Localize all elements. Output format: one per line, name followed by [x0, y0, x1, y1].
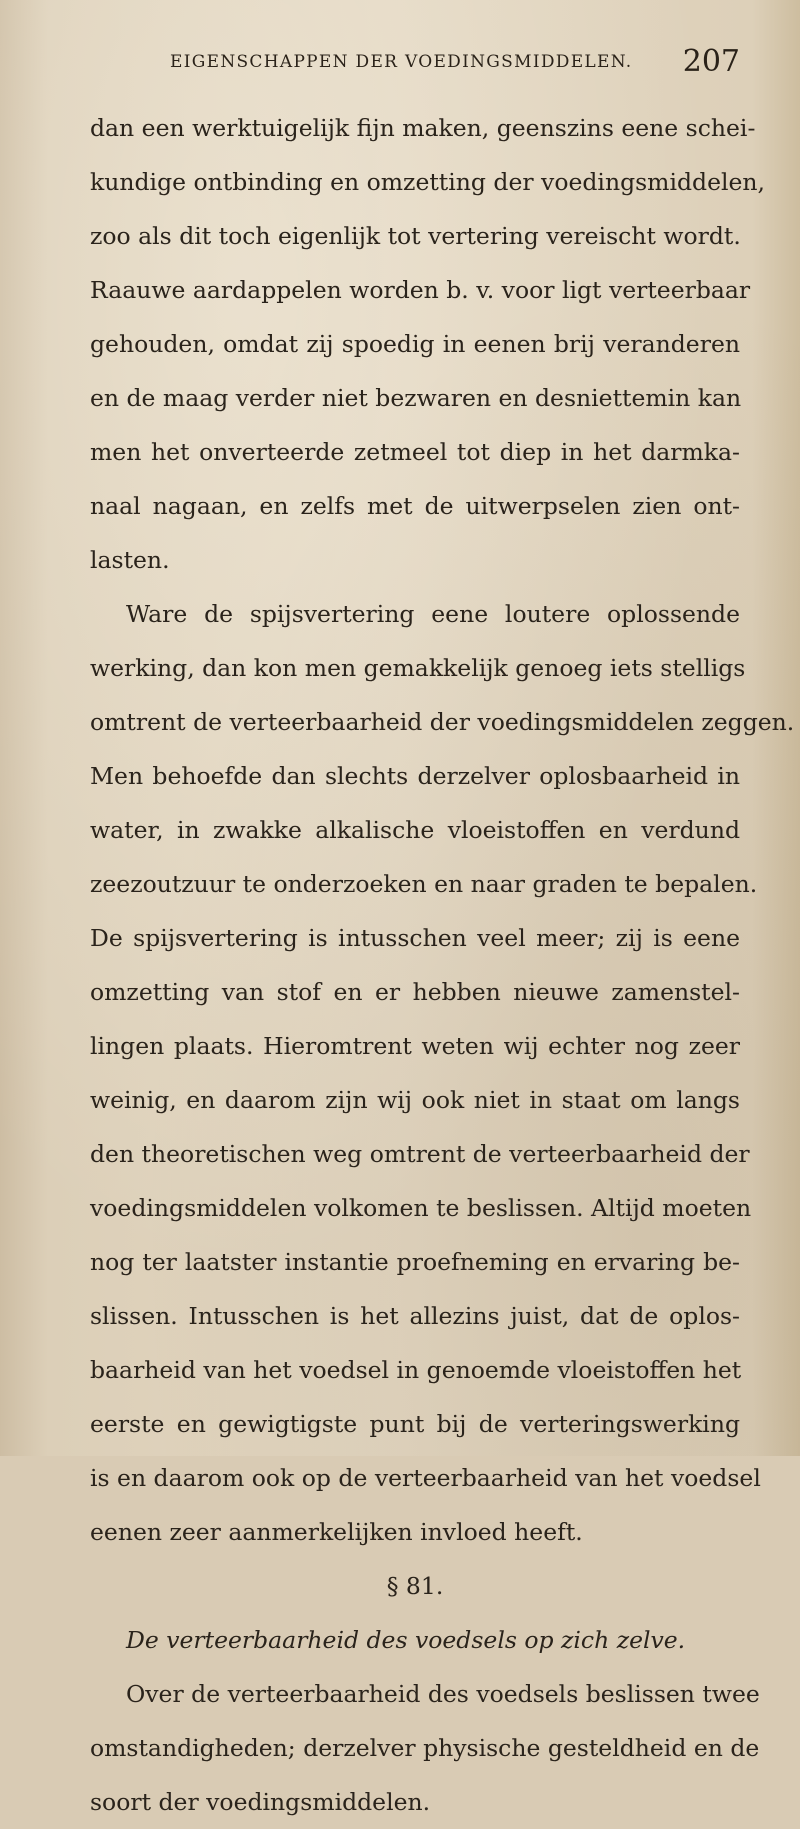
text-line: nog ter laatster instantie proefneming en ervaring be- [90, 1248, 740, 1276]
text-line: weinig, en daarom zijn wij ook niet in staat om langs [90, 1086, 740, 1114]
text-line: kundige ontbinding en omzetting der voedingsmiddelen, [90, 168, 766, 196]
text-line: is en daarom ook op de verteerbaarheid van het voedsel [90, 1464, 761, 1492]
text-line: baarheid van het voedsel in genoemde vloeistoffen het [90, 1356, 742, 1384]
page-number: 207 [682, 44, 740, 79]
text-line: eerste en gewigtigste punt bij de verteringswerking [90, 1410, 740, 1438]
text-line: gehouden, omdat zij spoedig in eenen brij veranderen [90, 330, 740, 358]
text-line: De spijsvertering is intusschen veel meer; zij is eene [90, 924, 740, 952]
text-line: lasten. [90, 546, 170, 574]
text-line: voedingsmiddelen volkomen te beslissen. Altijd moeten [90, 1194, 752, 1222]
text-line: men het onverteerde zetmeel tot diep in het darmka- [90, 438, 740, 466]
text-line: en de maag verder niet bezwaren en desniettemin kan [90, 384, 742, 412]
paragraph-2 [90, 587, 795, 1559]
text-line: water, in zwakke alkalische vloeistoffen en verdund [90, 816, 740, 844]
text-line: den theoretischen weg omtrent de verteerbaarheid der [90, 1140, 750, 1168]
paragraph-3 [90, 1667, 760, 1829]
text-line: omzetting van stof en er hebben nieuwe zamenstel- [90, 978, 740, 1006]
running-head: EIGENSCHAPPEN DER VOEDINGSMIDDELEN. [170, 52, 633, 72]
text-line: Raauwe aardappelen worden b. v. voor ligt verteerbaar [90, 276, 751, 304]
text-line: zoo als dit toch eigenlijk tot vertering vereischt wordt. [90, 222, 741, 250]
section-title: De verteerbaarheid des voedsels op zich zelve. [126, 1626, 686, 1654]
text-line: omtrent de verteerbaarheid der voedingsmiddelen zeggen. [90, 708, 795, 736]
text-line: Ware de spijsvertering eene loutere oplossende [126, 600, 740, 628]
text-line: werking, dan kon men gemakkelijk genoeg iets stelligs [90, 654, 746, 682]
section-number: § 81. [386, 1572, 444, 1600]
body-text [90, 101, 795, 1829]
text-line: soort der voedingsmiddelen. [90, 1788, 431, 1816]
text-line: Men behoefde dan slechts derzelver oplosbaarheid in [90, 762, 740, 790]
text-line: zeezoutzuur te onderzoeken en naar graden te bepalen. [90, 870, 758, 898]
text-line: dan een werktuigelijk fijn maken, geenszins eene schei- [90, 114, 756, 142]
text-line: naal nagaan, en zelfs met de uitwerpselen zien ont- [90, 492, 740, 520]
text-line: Over de verteerbaarheid des voedsels beslissen twee [126, 1680, 760, 1708]
paragraph-1 [90, 101, 766, 587]
text-line: slissen. Intusschen is het allezins juist, dat de oplos- [90, 1302, 740, 1330]
text-line: eenen zeer aanmerkelijken invloed heeft. [90, 1518, 583, 1546]
page-header [170, 44, 740, 84]
text-line: lingen plaats. Hieromtrent weten wij echter nog zeer [90, 1032, 740, 1060]
text-line: omstandigheden; derzelver physische gesteldheid en de [90, 1734, 760, 1762]
